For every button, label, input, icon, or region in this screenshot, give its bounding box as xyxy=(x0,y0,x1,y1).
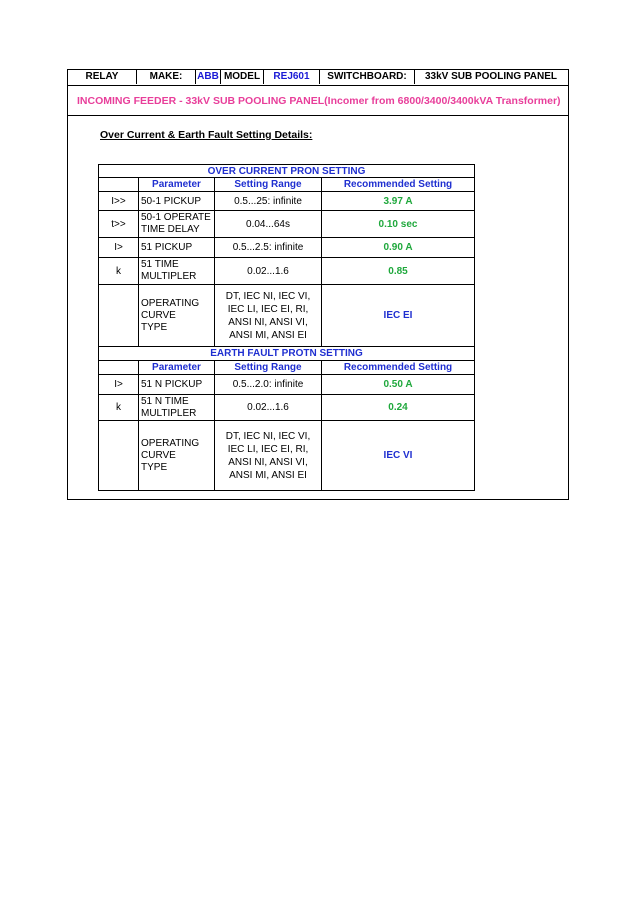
row-parameter: 51 TIME MULTIPLER xyxy=(139,258,215,284)
row-setting: 0.90 A xyxy=(383,242,413,253)
ef-col-parameter: Parameter xyxy=(139,361,215,374)
row-range: DT, IEC NI, IEC VI, IEC LI, IEC EI, RI, ANSI NI, ANSI VI, ANSI MI, ANSI EI xyxy=(215,285,322,346)
row-symbol xyxy=(99,285,139,346)
header-row xyxy=(68,70,568,86)
oc-col-parameter: Parameter xyxy=(139,178,215,191)
row-symbol xyxy=(99,421,139,490)
row-symbol: k xyxy=(99,258,139,284)
row-symbol: I>> xyxy=(99,192,139,210)
row-symbol: k xyxy=(99,395,139,420)
feeder-title: INCOMING FEEDER - 33kV SUB POOLING PANEL(Incomer from 6800/3400/3400kVA Transformer) xyxy=(68,86,568,116)
ef-table-title: EARTH FAULT PROTN SETTING xyxy=(210,348,363,359)
row-range: 0.5...2.5: infinite xyxy=(215,238,322,257)
ef-col-setting-range: Setting Range xyxy=(215,361,322,374)
oc-column-header-row xyxy=(98,178,475,192)
row-parameter: 50-1 OPERATE TIME DELAY xyxy=(139,211,215,237)
section-title: Over Current & Earth Fault Setting Details: xyxy=(100,129,313,141)
row-range: 0.02...1.6 xyxy=(215,258,322,284)
row-setting: IEC VI xyxy=(383,450,413,461)
oc-table-title-row xyxy=(98,164,475,178)
model-value: REJ601 xyxy=(264,70,320,84)
make-label: MAKE: xyxy=(137,70,196,84)
row-parameter: OPERATING CURVE TYPE xyxy=(139,421,215,490)
table-row xyxy=(98,395,475,421)
table-row xyxy=(98,192,475,211)
table-row xyxy=(98,375,475,395)
relay-label: RELAY xyxy=(68,70,137,84)
row-setting: 0.10 sec xyxy=(378,218,418,230)
ef-column-header-row xyxy=(98,361,475,375)
relay-setting-sheet xyxy=(67,69,569,500)
row-setting: 0.85 xyxy=(388,265,408,277)
oc-col-recommended-setting: Recommended Setting xyxy=(343,179,453,190)
oc-table-title: OVER CURRENT PRON SETTING xyxy=(207,165,366,177)
row-parameter: 51 N TIME MULTIPLER xyxy=(139,395,215,420)
row-setting: IEC EI xyxy=(383,310,413,321)
table-row xyxy=(98,211,475,238)
row-range: 0.04...64s xyxy=(215,211,322,237)
row-range: 0.5...25: infinite xyxy=(215,192,322,210)
switchboard-value: 33kV SUB POOLING PANEL xyxy=(424,71,558,82)
table-row xyxy=(98,285,475,347)
row-setting: 0.50 A xyxy=(383,379,413,390)
row-symbol: I> xyxy=(99,375,139,394)
row-range: 0.02...1.6 xyxy=(215,395,322,420)
row-range: DT, IEC NI, IEC VI, IEC LI, IEC EI, RI, ANSI NI, ANSI VI, ANSI MI, ANSI EI xyxy=(215,421,322,490)
row-setting: 3.97 A xyxy=(383,195,413,207)
table-row xyxy=(98,421,475,491)
make-value: ABB xyxy=(196,70,221,84)
row-symbol: t>> xyxy=(99,211,139,237)
row-parameter: OPERATING CURVE TYPE xyxy=(139,285,215,346)
row-range: 0.5...2.0: infinite xyxy=(215,375,322,394)
table-row xyxy=(98,258,475,285)
table-row xyxy=(98,238,475,258)
oc-col-setting-range: Setting Range xyxy=(215,178,322,191)
ef-table-title-row xyxy=(98,347,475,361)
row-parameter: 50-1 PICKUP xyxy=(139,192,215,210)
row-parameter: 51 PICKUP xyxy=(139,238,215,257)
model-label: MODEL xyxy=(221,70,264,84)
row-parameter: 51 N PICKUP xyxy=(139,375,215,394)
row-symbol: I> xyxy=(99,238,139,257)
row-setting: 0.24 xyxy=(388,402,408,413)
ef-col-recommended-setting: Recommended Setting xyxy=(343,362,453,373)
switchboard-label: SWITCHBOARD: xyxy=(320,70,415,84)
